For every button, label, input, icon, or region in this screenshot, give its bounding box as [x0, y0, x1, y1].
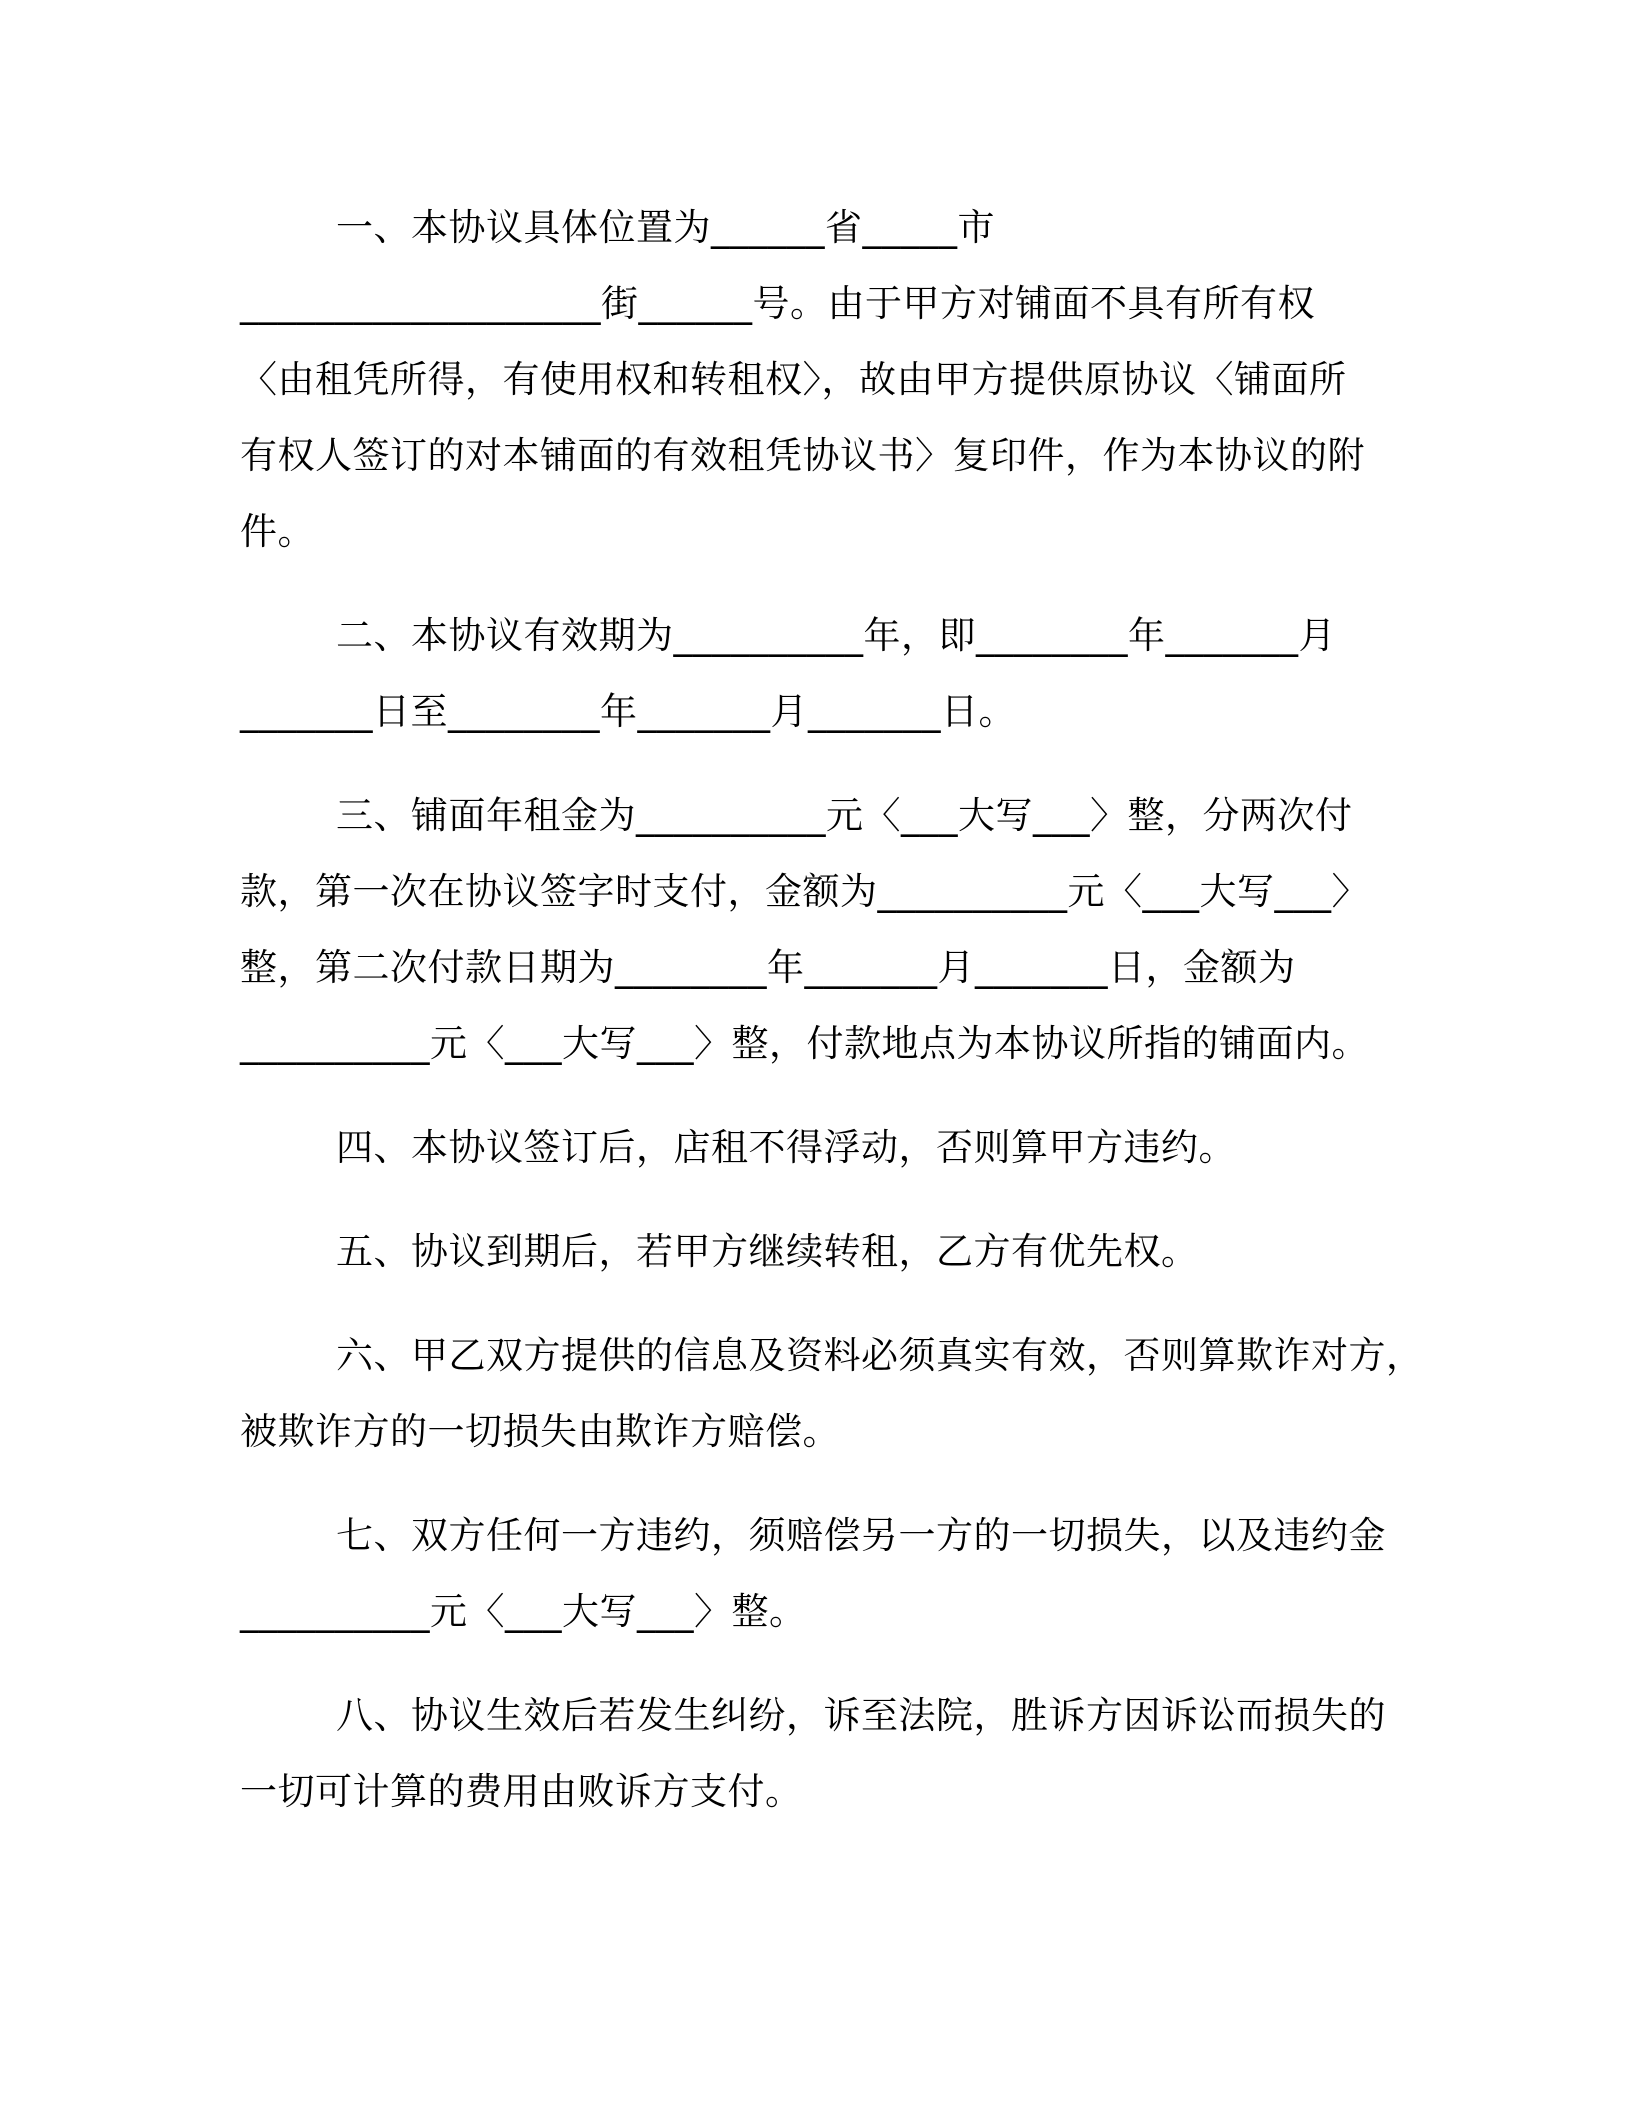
clause-8-line-1: 八、协议生效后若发生纠纷，诉至法院，胜诉方因诉讼而损失的 — [336, 1694, 1386, 1737]
clause-1 — [240, 190, 1410, 570]
clause-3-line-2: 款，第一次在协议签字时支付，金额为__________元〈___大写___〉 — [240, 870, 1369, 913]
document-page — [240, 190, 1424, 1830]
clause-3-line-3: 整，第二次付款日期为________年_______月_______日，金额为 — [240, 946, 1296, 989]
clause-2-line-2: _______日至________年_______月_______日。 — [240, 690, 1016, 733]
clause-5-line-1: 五、协议到期后，若甲方继续转租，乙方有优先权。 — [336, 1230, 1199, 1273]
clause-1-line-2: ___________________街______号。由于甲方对铺面不具有所有权 — [240, 282, 1315, 325]
clause-1-line-1: 一、本协议具体位置为______省_____市 — [336, 206, 995, 249]
clause-7-line-1: 七、双方任何一方违约，须赔偿另一方的一切损失，以及违约金 — [336, 1514, 1386, 1557]
clause-8-line-2: 一切可计算的费用由败诉方支付。 — [240, 1770, 803, 1813]
clause-6 — [240, 1318, 1424, 1470]
clause-4-line-1: 四、本协议签订后，店租不得浮动，否则算甲方违约。 — [336, 1126, 1236, 1169]
clause-6-line-2: 被欺诈方的一切损失由欺诈方赔偿。 — [240, 1410, 840, 1453]
clause-1-line-3: 〈由租凭所得，有使用权和转租权〉，故由甲方提供原协议〈铺面所 — [240, 358, 1347, 401]
clause-3-line-1: 三、铺面年租金为__________元〈___大写___〉整，分两次付 — [336, 794, 1353, 837]
clause-2 — [240, 598, 1410, 750]
clause-2-line-1: 二、本协议有效期为__________年，即________年_______月 — [336, 614, 1336, 657]
clause-8 — [240, 1678, 1410, 1830]
clause-1-line-5: 件。 — [240, 510, 315, 553]
clause-5 — [240, 1214, 1410, 1290]
clause-6-line-1: 六、甲乙双方提供的信息及资料必须真实有效，否则算欺诈对方， — [336, 1334, 1424, 1377]
clause-3-line-4: __________元〈___大写___〉整，付款地点为本协议所指的铺面内。 — [240, 1022, 1369, 1065]
clause-1-line-4: 有权人签订的对本铺面的有效租凭协议书〉复印件，作为本协议的附 — [240, 434, 1365, 477]
clause-7 — [240, 1498, 1410, 1650]
clause-7-line-2: __________元〈___大写___〉整。 — [240, 1590, 807, 1633]
clause-4 — [240, 1110, 1410, 1186]
clause-3 — [240, 778, 1410, 1082]
